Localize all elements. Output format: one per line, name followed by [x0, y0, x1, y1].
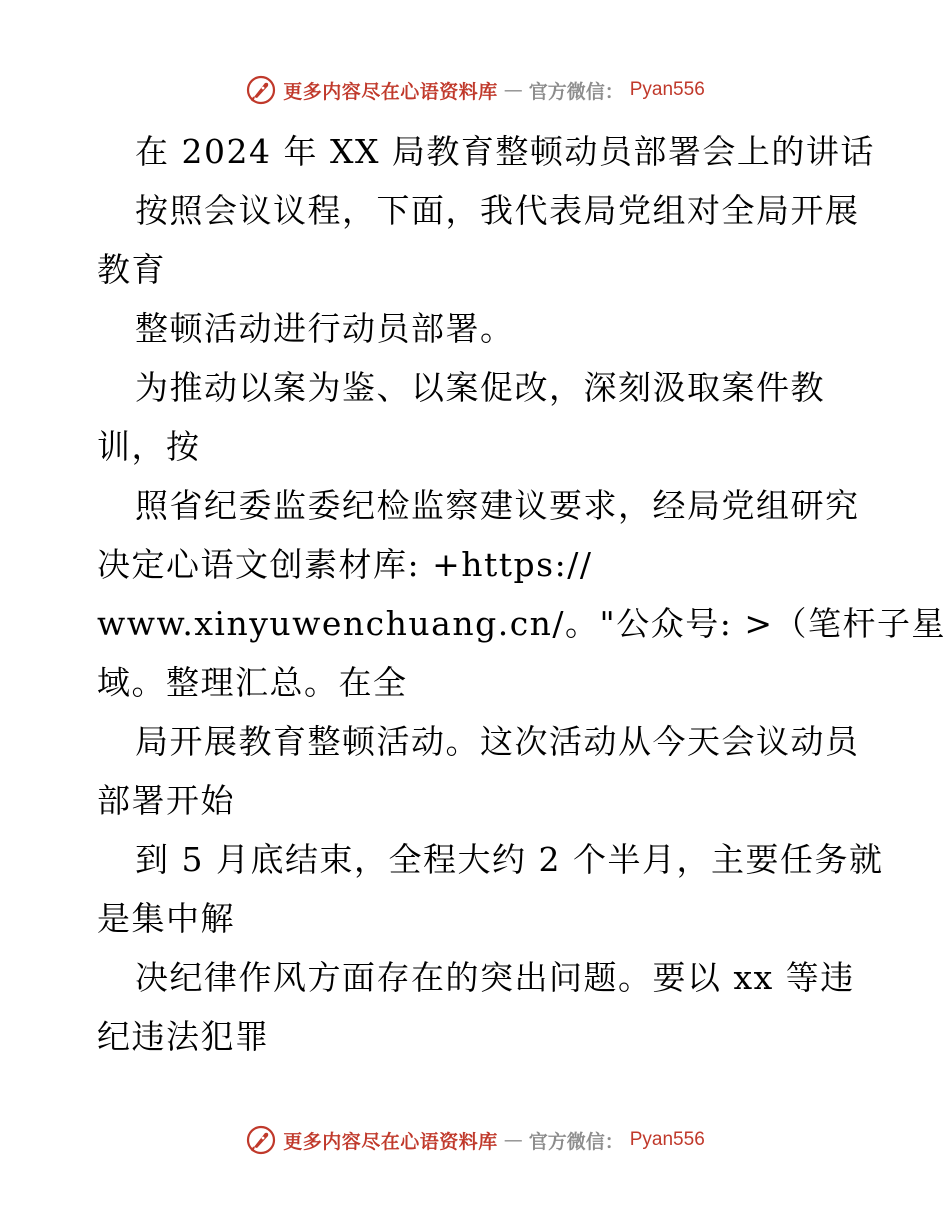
text-line: 是集中解: [97, 899, 235, 938]
header-banner: [0, 70, 950, 110]
footer-wechat-label: 官方微信：: [528, 1130, 624, 1153]
text-line: 按照会议议程，下面，我代表局党组对全局开展: [135, 191, 860, 230]
text-line: 为推动以案为鉴、以案促改，深刻汲取案件教: [135, 368, 825, 407]
quill-pen-logo-icon: [245, 74, 277, 106]
text-line: 局开展教育整顿活动。这次活动从今天会议动员: [135, 722, 860, 761]
text-line: www.xinyuwenchuang.cn/。"公众号: >（笔杆子星: [97, 604, 946, 643]
footer-banner: [0, 1120, 950, 1160]
text-line: 照省纪委监委纪检监察建议要求，经局党组研究: [135, 486, 860, 525]
header-wechat-id: Pyan556: [629, 79, 705, 100]
text-line: 部署开始: [97, 781, 235, 820]
header-wechat-label: 官方微信：: [528, 80, 624, 103]
text-line: 域。整理汇总。在全: [97, 663, 408, 702]
footer-brand-text: 更多内容尽在心语资料库: [283, 1130, 498, 1153]
text-line: 整顿活动进行动员部署。: [135, 309, 515, 348]
text-line: 训，按: [97, 427, 201, 466]
text-line: 纪违法犯罪: [97, 1017, 270, 1056]
text-line: 到 5 月底结束，全程大约 2 个半月，主要任务就: [135, 840, 884, 879]
header-separator: —: [503, 79, 523, 101]
quill-pen-logo-icon: [245, 1124, 277, 1156]
header-brand-text: 更多内容尽在心语资料库: [283, 80, 498, 103]
footer-separator: —: [503, 1129, 523, 1151]
text-line: 教育: [97, 250, 166, 289]
document-body: [97, 122, 946, 1066]
footer-wechat-id: Pyan556: [629, 1129, 705, 1150]
text-line: 在 2024 年 XX 局教育整顿动员部署会上的讲话: [135, 132, 875, 171]
text-line: 决纪律作风方面存在的突出问题。要以 xx 等违: [135, 958, 855, 997]
text-line: 决定心语文创素材库: +https://: [97, 545, 593, 584]
